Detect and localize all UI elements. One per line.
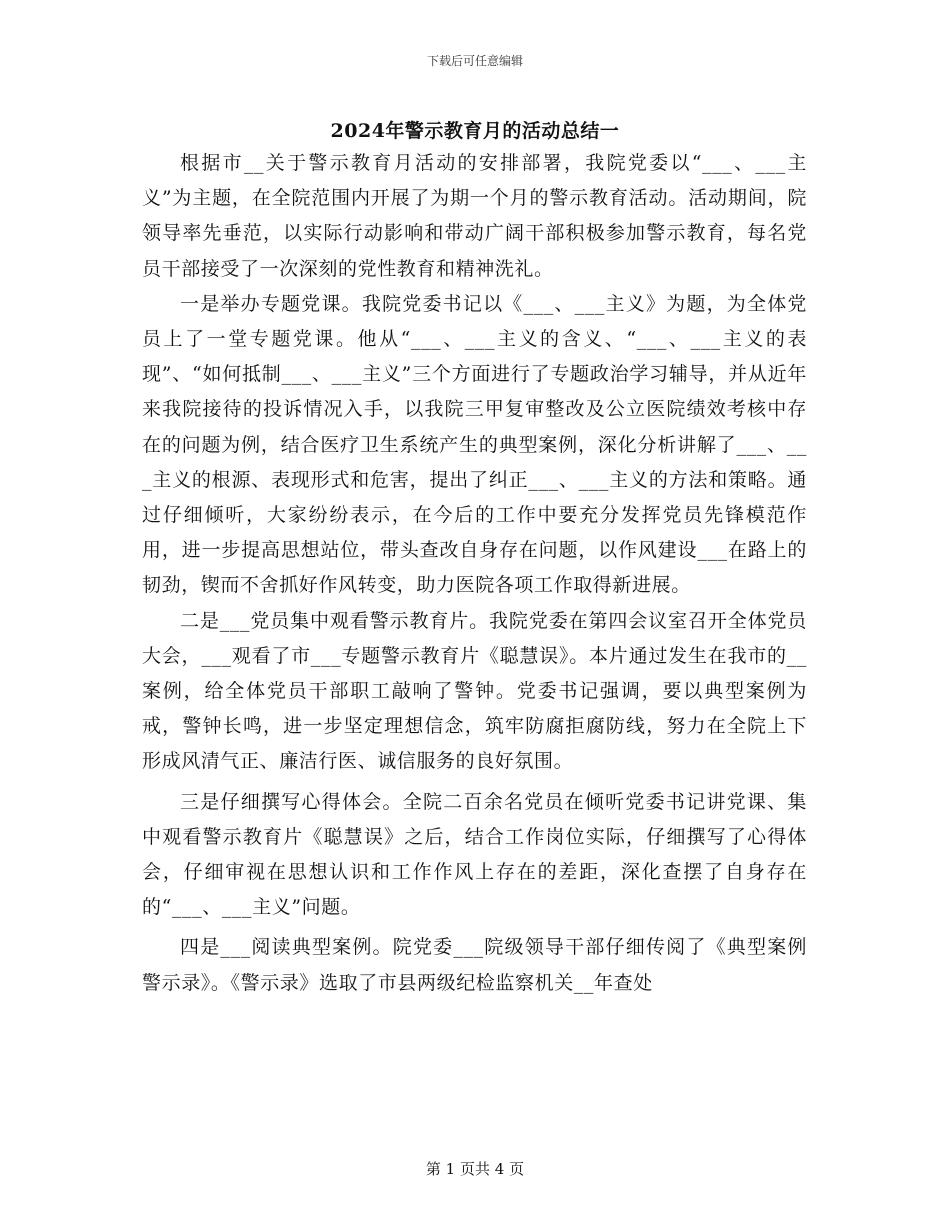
paragraph-item-3: 三是仔细撰写心得体会。全院二百余名党员在倾听党委书记讲党课、集中观看警示教育片《聪慧误》之后，结合工作岗位实际，仔细撰写了心得体会，仔细审视在思想认识和工作作风上存在的差距，深化查摆了自身存在的“___、___主义”问题。: [142, 790, 807, 919]
document-title: 2024年警示教育月的活动总结一: [330, 120, 620, 142]
paragraph-item-2: 二是___党员集中观看警示教育片。我院党委在第四会议室召开全体党员大会，___观看了市___专题警示教育片《聪慧误》。本片通过发生在我市的__案例，给全体党员干部职工敲响了警钟。党委书记强调，要以典型案例为戒，警钟长鸣，进一步坚定理想信念，筑牢防腐拒腐防线，努力在全院上下形成风清气正、廉洁行医、诚信服务的良好氛围。: [142, 609, 807, 773]
document-body: [142, 146, 807, 1001]
paragraph-item-1: 一是举办专题党课。我院党委书记以《___、___主义》为题，为全体党员上了一堂专题党课。他从“___、___主义的含义、“___、___主义的表现”、“如何抵制___、___主义”三个方面进行了专题政治学习辅导，并从近年来我院接待的投诉情况入手，以我院三甲复审整改及公立医院绩效考核中存在的问题为例，结合医疗卫生系统产生的典型案例，深化分析讲解了___、___主义的根源、表现形式和危害，提出了纠正___、___主义的方法和策略。通过仔细倾听，大家纷纷表示，在今后的工作中要充分发挥党员先锋模范作用，进一步提高思想站位，带头查改自身存在问题，以作风建设___在路上的韧劲，锲而不舍抓好作风转变，助力医院各项工作取得新进展。: [142, 292, 807, 597]
download-note: 下载后可任意编辑: [426, 54, 523, 68]
paragraph-intro: 根据市__关于警示教育月活动的安排部署，我院党委以“___、___主义”为主题，在全院范围内开展了为期一个月的警示教育活动。活动期间，院领导率先垂范，以实际行动影响和带动广阔干部积极参加警示教育，每名党员干部接受了一次深刻的党性教育和精神洗礼。: [142, 152, 807, 280]
paragraph-item-4: 四是___阅读典型案例。院党委___院级领导干部仔细传阅了《典型案例警示录》。《警示录》选取了市县两级纪检监察机关__年查处: [142, 936, 807, 994]
page-number: 第 1 页共 4 页: [425, 1160, 525, 1178]
